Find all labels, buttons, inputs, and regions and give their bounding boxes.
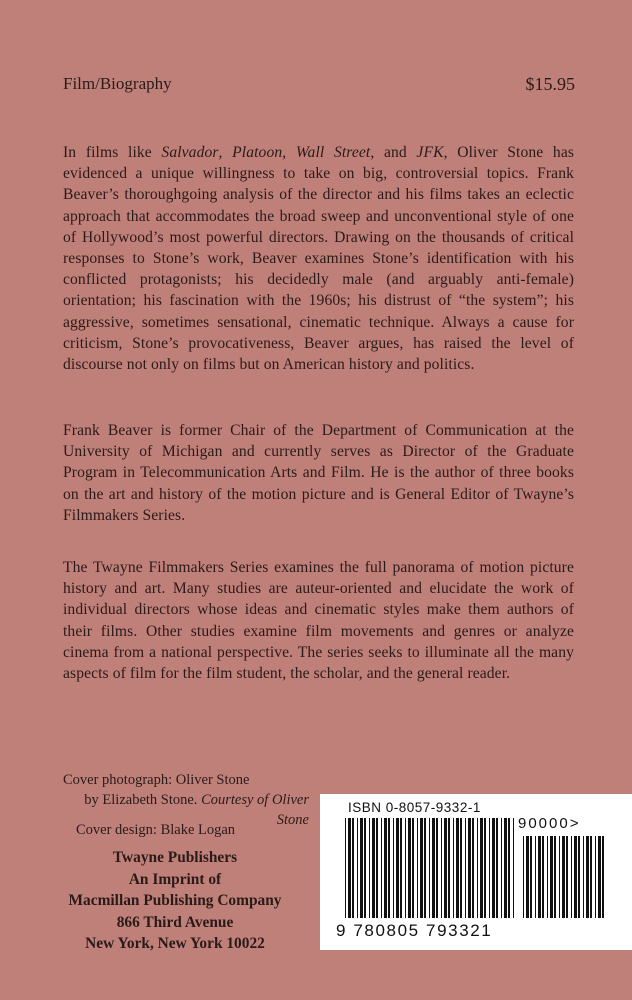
barcode-bar — [460, 818, 462, 918]
barcode-bar — [562, 836, 565, 918]
price-label: $15.95 — [525, 74, 575, 94]
publisher-line: New York, New York 10022 — [85, 935, 265, 952]
barcode-bar — [352, 818, 354, 918]
barcode-bar — [554, 836, 556, 918]
separator: , and — [370, 144, 417, 161]
barcode-bar — [357, 818, 358, 918]
photo-credit-by: by Elizabeth Stone. — [84, 792, 202, 808]
barcode-bar — [477, 818, 478, 918]
barcode-bar — [408, 818, 411, 918]
barcode-bar — [348, 818, 351, 918]
barcode-bar — [472, 818, 474, 918]
barcode-bar — [513, 818, 514, 918]
barcode-bar — [550, 836, 553, 918]
barcode-bar — [396, 818, 399, 918]
barcode-bar — [381, 818, 382, 918]
barcode-bar — [496, 818, 498, 918]
isbn-label: ISBN 0-8057-9332-1 — [348, 800, 481, 815]
photo-credit-line1: Cover photograph: Oliver Stone — [63, 772, 250, 788]
film-title: JFK — [416, 144, 444, 161]
series-blurb: The Twayne Filmmakers Series examines the full panorama of motion picture history and art. Many studies are auteur-oriented and elucidate the work of individual directors whose ideas and cinematic styles make them authors of their films. Other studies examine film movements and genres or analyze cinema from a national perspective. The series seeks to illuminate all the many aspects of film for the film student, the scholar, and the general reader. — [63, 559, 574, 683]
barcode-bar — [369, 818, 370, 918]
barcode-bar — [504, 818, 507, 918]
barcode-bar — [542, 836, 544, 918]
publisher-line: 866 Third Avenue — [116, 913, 234, 931]
category-label: Film/Biography — [63, 74, 172, 93]
barcode-bar — [465, 818, 466, 918]
barcode-bar — [393, 818, 394, 918]
design-credit: Cover design: Blake Logan — [76, 822, 236, 838]
film-title: Salvador — [161, 144, 219, 161]
barcode-bar — [417, 818, 418, 918]
barcode-bar — [595, 836, 596, 918]
barcode-bar — [432, 818, 435, 918]
barcode-bar — [598, 836, 601, 918]
barcode-bar — [400, 818, 402, 918]
barcode-bar — [480, 818, 483, 918]
barcode-bar — [448, 818, 450, 918]
ean-number: 9 780805 793321 — [336, 921, 493, 940]
barcode-bar — [388, 818, 390, 918]
barcode-bar — [583, 836, 584, 918]
barcode-bar — [345, 818, 346, 918]
photo-credit-courtesy: Courtesy of Oliver Stone — [201, 792, 309, 828]
barcode-bar — [376, 818, 378, 918]
price-code-label: 90000> — [518, 815, 581, 832]
barcode-main-bars — [344, 818, 516, 918]
barcode-bar — [489, 818, 490, 918]
barcode-bar — [574, 836, 577, 918]
barcode-bar — [420, 818, 423, 918]
barcode-bar — [602, 836, 604, 918]
barcode-bar — [559, 836, 560, 918]
author-bio: Frank Beaver is former Chair of the Department of Communication at the University of Michigan and currently serves as Director of the Graduate Program in Telecommunication Arts and Film. He is the author of three books on the art and history of the motion picture and is General Editor of Twayne’s Filmmakers Series. — [63, 422, 574, 524]
barcode-bar — [501, 818, 502, 918]
barcode-bar — [590, 836, 592, 918]
description-body: , Oliver Stone has evidenced a unique willingness to take on big, controversial topics. Frank Beaver’s thoroughgoing analysis of the director and his films takes an eclectic approach that accommodates the broad sweep and unconventional style of one of Hollywood’s most powerful directors. Drawing on the thousands of critical responses to Stone’s work, Beaver examines Stone’s identification with his conflicted protagonists; his decidedly male (and arguably anti-female) orientation; his fascination with the 1960s; his distrust of “the system”; his aggressive, sometimes sensational, cinematic technique. Always a cause for criticism, Stone’s provocativeness, Beaver argues, has raised the level of discourse not only on films but on American history and politics. — [63, 144, 575, 374]
barcode-bar — [429, 818, 430, 918]
barcode-bar — [484, 818, 486, 918]
barcode-addon-bars — [522, 836, 608, 918]
publisher-block — [40, 847, 310, 955]
barcode-bar — [441, 818, 442, 918]
barcode-bar — [444, 818, 447, 918]
barcode-bar — [412, 818, 414, 918]
film-title: Wall Street — [295, 144, 371, 161]
barcode-bar — [372, 818, 375, 918]
barcode-bar — [436, 818, 438, 918]
barcode-bar — [492, 818, 495, 918]
barcode-bar — [456, 818, 459, 918]
barcode-bar — [547, 836, 548, 918]
barcode-bar — [538, 836, 541, 918]
header — [63, 74, 575, 100]
barcode-bar — [586, 836, 589, 918]
separator: , — [218, 144, 233, 161]
barcode-bar — [364, 818, 366, 918]
barcode-bar — [530, 836, 532, 918]
barcode-bar — [360, 818, 363, 918]
publisher-line: Macmillan Publishing Company — [68, 892, 282, 909]
barcode-bar — [566, 836, 568, 918]
separator: , — [282, 144, 296, 161]
publisher-line: An Imprint of — [128, 870, 222, 888]
barcode-bar — [526, 836, 529, 918]
barcode-bar — [424, 818, 426, 918]
barcode-bar — [535, 836, 536, 918]
barcode-bar — [405, 818, 406, 918]
barcode-bar — [508, 818, 510, 918]
description-paragraph — [63, 142, 574, 375]
barcode-bar — [468, 818, 471, 918]
barcode-bar — [384, 818, 387, 918]
film-title: Platoon — [232, 144, 283, 161]
barcode-bar — [523, 836, 524, 918]
barcode-bar — [578, 836, 580, 918]
barcode-bar — [571, 836, 572, 918]
barcode-bar — [453, 818, 454, 918]
publisher-line: Twayne Publishers — [112, 849, 238, 866]
description-intro: In films like — [63, 144, 162, 161]
